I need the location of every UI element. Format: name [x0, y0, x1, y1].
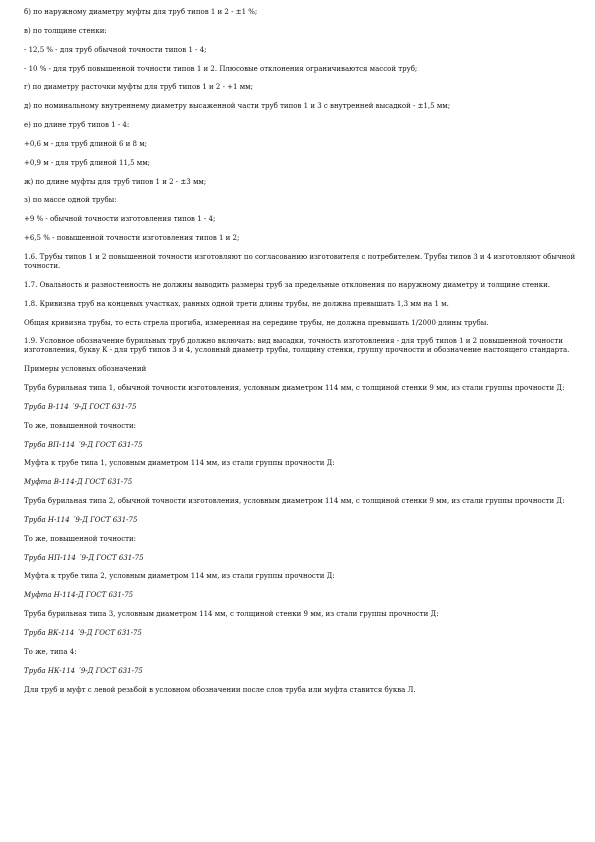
paragraph: Труба бурильная типа 2, обычной точности изготовления, условным диаметром 114 мм, с толщиной стенки 9 мм, из стали группы прочности Д: [24, 497, 565, 506]
paragraph: - 10 % - для труб повышенной точности типов 1 и 2. Плюсовые отклонения ограничиваются массой труб; [24, 64, 418, 73]
designation-example: Труба Н-114 ´9-Д ГОСТ 631-75 [24, 515, 138, 524]
designation-example: Муфта Н-114-Д ГОСТ 631-75 [24, 591, 134, 600]
paragraph: Муфта к трубе типа 1, условным диаметром 114 мм, из стали группы прочности Д: [24, 459, 335, 468]
paragraph: в) по толщине стенки: [24, 26, 107, 35]
paragraph: б) по наружному диаметру муфты для труб типов 1 и 2 - ±1 %; [24, 8, 258, 16]
designation-example: Труба ВП-114 ´9-Д ГОСТ 631-75 [24, 440, 143, 449]
paragraph: 1.9. Условное обозначение бурильных труб должно включать: вид высадки, точность изготовления - для труб типов 1 и 2 повышенной точности изготовления, букву К - для труб типов 3 и 4, условный диаметр трубы, толщину стенки, группу прочности и обозначение настоящего стандарта. [24, 337, 570, 355]
designation-example: Труба НП-114 ´9-Д ГОСТ 631-75 [24, 553, 144, 562]
paragraph: То же, повышенной точности: [24, 534, 137, 543]
paragraph: Труба бурильная типа 3, условным диаметром 114 мм, с толщиной стенки 9 мм, из стали группы прочности Д: [24, 610, 439, 619]
paragraph: +0,9 м - для труб длиной 11,5 мм; [24, 158, 151, 167]
paragraph: Примеры условных обозначений [24, 365, 147, 374]
paragraph: - 12,5 % - для труб обычной точности типов 1 - 4; [24, 45, 207, 54]
document-body [24, 8, 576, 704]
paragraph: г) по диаметру расточки муфты для труб типов 1 и 2 - +1 мм; [24, 83, 253, 92]
paragraph: е) по длине труб типов 1 - 4: [24, 121, 130, 130]
paragraph: 1.7. Овальность и разностенность не должны выводить размеры труб за предельные отклонения по наружному диаметру и толщине стенки. [24, 280, 550, 289]
paragraph: Муфта к трубе типа 2, условным диаметром 114 мм, из стали группы прочности Д: [24, 572, 335, 581]
designation-example: Труба НК-114 ´9-Д ГОСТ 631-75 [24, 666, 143, 675]
paragraph: +0,6 м - для труб длиной 6 и 8 м; [24, 139, 148, 148]
paragraph: Для труб и муфт с левой резьбой в условном обозначении после слов труба или муфта ставится буква Л. [24, 685, 416, 694]
designation-example: Труба В-114 ´9-Д ГОСТ 631-75 [24, 402, 137, 411]
paragraph: 1.6. Трубы типов 1 и 2 повышенной точности изготовляют по согласованию изготовителя с потребителем. Трубы типов 3 и 4 изготовляют обычной точности. [24, 252, 576, 270]
paragraph: Общая кривизна трубы, то есть стрела прогиба, измеренная на середине трубы, не должна превышать 1/2000 длины трубы. [24, 318, 489, 327]
paragraph: Труба бурильная типа 1, обычной точности изготовления, условным диаметром 114 мм, с толщиной стенки 9 мм, из стали группы прочности Д: [24, 384, 565, 393]
paragraph: То же, типа 4: [24, 647, 77, 656]
paragraph: 1.8. Кривизна труб на концевых участках, равных одной трети длины трубы, не должна превышать 1,3 мм на 1 м. [24, 299, 449, 308]
paragraph: з) по массе одной трубы: [24, 196, 117, 205]
designation-example: Труба ВК-114 ´9-Д ГОСТ 631-75 [24, 629, 142, 637]
paragraph: То же, повышенной точности: [24, 421, 137, 430]
paragraph: +6,5 % - повышенной точности изготовления типов 1 и 2; [24, 234, 240, 243]
paragraph: +9 % - обычной точности изготовления типов 1 - 4; [24, 215, 216, 224]
designation-example: Муфта В-114-Д ГОСТ 631-75 [24, 478, 133, 487]
paragraph: д) по номинальному внутреннему диаметру высаженной части труб типов 1 и 3 с внутренней высадкой - ±1,5 мм; [24, 102, 451, 111]
paragraph: ж) по длине муфты для труб типов 1 и 2 - ±3 мм; [24, 177, 207, 186]
